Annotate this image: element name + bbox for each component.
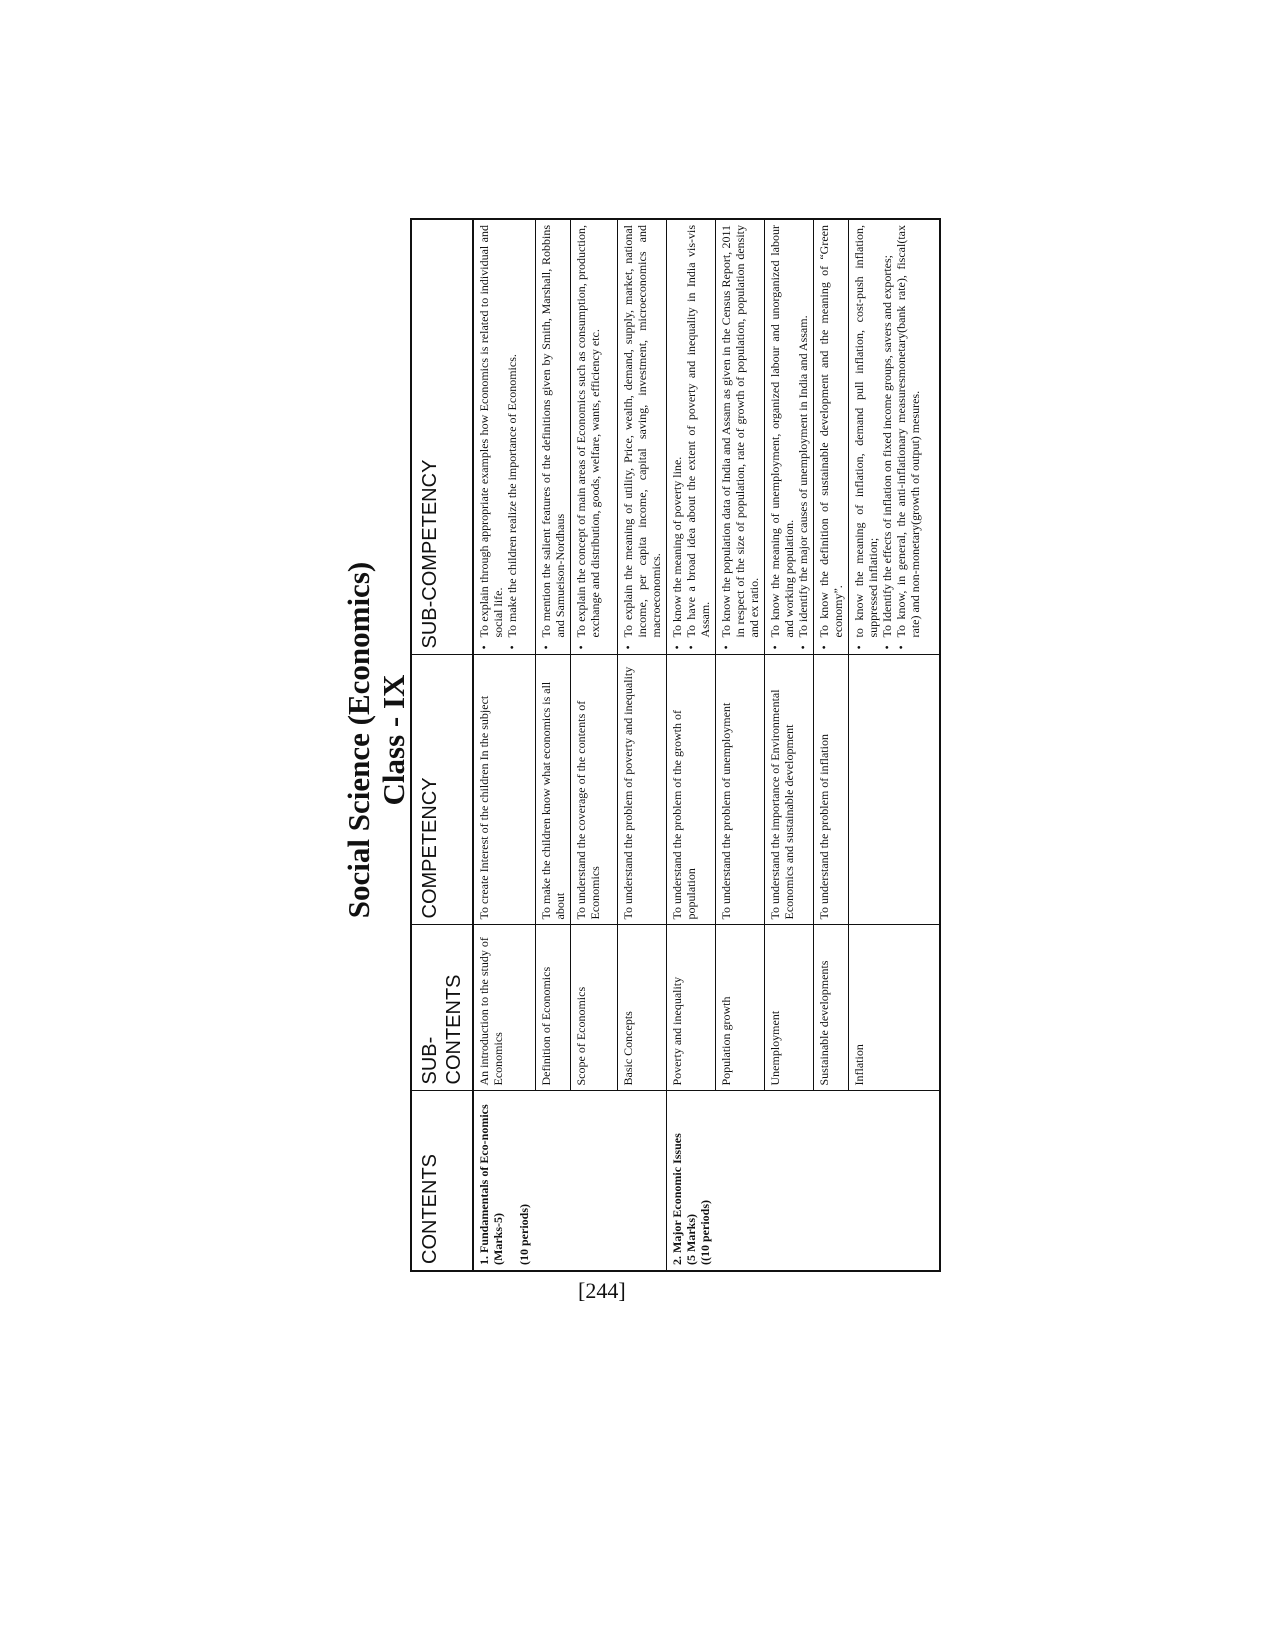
list-item: • To know, in general, the anti-inflationary measuresmonetary(bank rate), fiscal(tax rate) and non-monetary(growth of output) mesures. <box>894 225 922 650</box>
sub-competency-cell <box>813 219 848 655</box>
competency-cell <box>848 655 940 925</box>
list-item: • To Identify the effects of inflation on fixed income groups, savers and exportes; <box>880 225 894 650</box>
list-item: • To explain through appropriate examples how Economics is related to individual and social life. <box>477 225 505 650</box>
competency-cell: To understand the problem of unemployment <box>715 655 764 925</box>
page-subtitle: Class - IX <box>376 674 411 806</box>
table-row <box>473 219 535 1271</box>
list-item: • To mention the salient features of the definitions given by Smith, Marshall, Robbins and Samueison-Nordhaus <box>539 225 567 650</box>
sub-competency-cell <box>473 219 535 655</box>
sub-competency-cell <box>715 219 764 655</box>
list-item: • To make the children realize the importance of Economics. <box>505 225 519 650</box>
list-item: • To have a broad idea about the extent of poverty and inequality in India vis-vis Assam. <box>684 225 712 650</box>
competency-cell: To understand the problem of inflation <box>813 655 848 925</box>
list-item: • To know the meaning of poverty line. <box>670 225 684 650</box>
sub-competency-cell <box>764 219 813 655</box>
sub-content-cell: Definition of Economics <box>535 925 570 1091</box>
competency-cell: To understand the coverage of the contents of Economics <box>570 655 617 925</box>
unit1-title: 1. Fundamentals of Eco-nomics (Marks-5) <box>477 1104 505 1265</box>
list-item: • To explain the concept of main areas of Economics such as consumption, production, exchange and distribution, goods, welfare, wants, efficiency etc. <box>574 225 602 650</box>
sub-content-cell: Unemployment <box>764 925 813 1091</box>
competency-cell: To understand the problem of the growth of population <box>666 655 715 925</box>
sub-competency-cell <box>666 219 715 655</box>
unit2-periods: ((10 periods) <box>697 1200 712 1265</box>
sub-competency-cell <box>570 219 617 655</box>
page-title: Social Science (Economics) <box>341 561 376 919</box>
rotated-page-content <box>340 180 980 1300</box>
sub-content-cell: Poverty and inequality <box>666 925 715 1091</box>
sub-content-cell: Population growth <box>715 925 764 1091</box>
header-contents: CONTENTS <box>411 1091 473 1271</box>
header-sub-competency: SUB-COMPETENCY <box>411 219 473 655</box>
sub-competency-cell <box>535 219 570 655</box>
sub-competency-cell <box>617 219 666 655</box>
unit1-periods: (10 periods) <box>517 1204 531 1265</box>
sub-content-cell: An introduction to the study of Economics <box>473 925 535 1091</box>
list-item: • To explain the meaning of utility, Price, wealth, demand, supply, market, national income, per capita income, capital saving, investment, microeconomics and macroeconomics. <box>621 225 663 650</box>
page-number: [244] <box>578 1278 626 1303</box>
sub-competency-cell <box>848 219 940 655</box>
header-competency: COMPETENCY <box>411 655 473 925</box>
list-item: • To know the meaning of unemployment, organized labour and unorganized labour and working population. <box>768 225 796 650</box>
syllabus-table <box>410 218 941 1272</box>
competency-cell: To understand the problem of poverty and inequality <box>617 655 666 925</box>
table-row <box>666 219 715 1271</box>
list-item: • To know the population data of India and Assam as given in the Census Report, 2011 in respect of the size of population, rate of growth of population, population density and ex ratio. <box>719 225 761 650</box>
sub-content-cell: Sustainable developments <box>813 925 848 1091</box>
table-header-row <box>411 219 473 1271</box>
unit1-contents-cell <box>473 1091 666 1271</box>
header-sub-contents: SUB-CONTENTS <box>411 925 473 1091</box>
sub-content-cell: Scope of Economics <box>570 925 617 1091</box>
list-item: • To identify the major causes of unemployment in India and Assam. <box>796 225 810 650</box>
list-item: • to know the meaning of inflation, demand pull inflation, cost-push inflation, suppressed inflation; <box>852 225 880 650</box>
competency-cell: To create Interest of the children In the subject <box>473 655 535 925</box>
unit2-marks: (5 Marks) <box>683 1214 698 1265</box>
unit2-contents-cell <box>666 1091 940 1271</box>
competency-cell: To make the children know what economics is all about <box>535 655 570 925</box>
sub-content-cell: Inflation <box>848 925 940 1091</box>
sub-content-cell: Basic Concepts <box>617 925 666 1091</box>
list-item: • To know the definition of sustainable development and the meaning of “Green economy”. <box>817 225 845 650</box>
unit2-title: 2. Major Economic Issues <box>669 1133 684 1265</box>
competency-cell: To understand the importance of Environmental Economics and sustainable development <box>764 655 813 925</box>
